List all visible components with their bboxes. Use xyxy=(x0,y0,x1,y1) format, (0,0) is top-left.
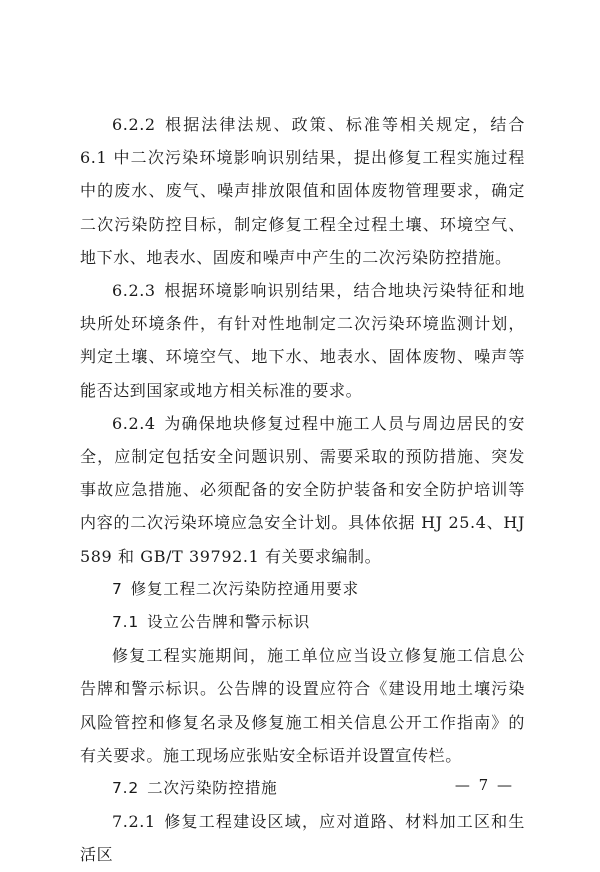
clause-text: 根据法律法规、政策、标准等相关规定，结合 6.1 中二次污染环境影响识别结果，提出修复工程实施过程中的废水、废气、噪声排放限值和固体废物管理要求，确定二次污染防控目标，制定修复工程全过程土壤、环境空气、地下水、地表水、固废和噪声中产生的二次污染防控措施。 xyxy=(80,115,525,267)
clause-text: 根据环境影响识别结果，结合地块污染特征和地块所处环境条件，有针对性地制定二次污染环境监测计划，判定土壤、环境空气、地下水、地表水、固体废物、噪声等能否达到国家或地方相关标准的要求。 xyxy=(80,281,525,400)
section-title: 修复工程二次污染防控通用要求 xyxy=(130,579,359,598)
clause-number: 7.2.1 xyxy=(112,812,156,832)
paragraph-7-1: 修复工程实施期间，施工单位应当设立修复施工信息公告牌和警示标识。公告牌的设置应符合《建设用地土壤污染风险管控和修复名录及修复施工相关信息公开工作指南》的有关要求。施工现场应张贴安全标语并设置宣传栏。 xyxy=(80,646,525,765)
section-7-heading xyxy=(80,573,525,606)
clause-number: 6.2.3 xyxy=(112,281,156,301)
paragraph-6-2-2 xyxy=(80,108,525,274)
section-number: 7 xyxy=(112,579,123,598)
paragraph-7-2-1 xyxy=(80,805,525,871)
paragraph-6-2-3 xyxy=(80,274,525,407)
clause-number: 6.2.4 xyxy=(112,413,156,433)
paragraph-6-2-4 xyxy=(80,407,525,573)
section-title: 设立公告牌和警示标识 xyxy=(147,613,311,632)
clause-number: 6.2.2 xyxy=(112,115,156,134)
page-number: — 7 — xyxy=(454,776,514,794)
section-number: 7.1 xyxy=(112,613,140,632)
section-title: 二次污染防控措施 xyxy=(147,779,278,798)
document-body xyxy=(80,108,525,872)
clause-text: 修复工程建设区域，应对道路、材料加工区和生活区 xyxy=(80,812,525,865)
section-7-1-heading xyxy=(80,606,525,639)
section-number: 7.2 xyxy=(112,779,140,798)
clause-text: 为确保地块修复过程中施工人员与周边居民的安全，应制定包括安全问题识别、需要采取的预防措施、突发事故应急措施、必须配备的安全防护装备和安全防护培训等内容的二次污染环境应急安全计划。具体依据 HJ 25.4、HJ 589 和 GB/T 39792.1 有关要求编制。 xyxy=(80,413,525,566)
